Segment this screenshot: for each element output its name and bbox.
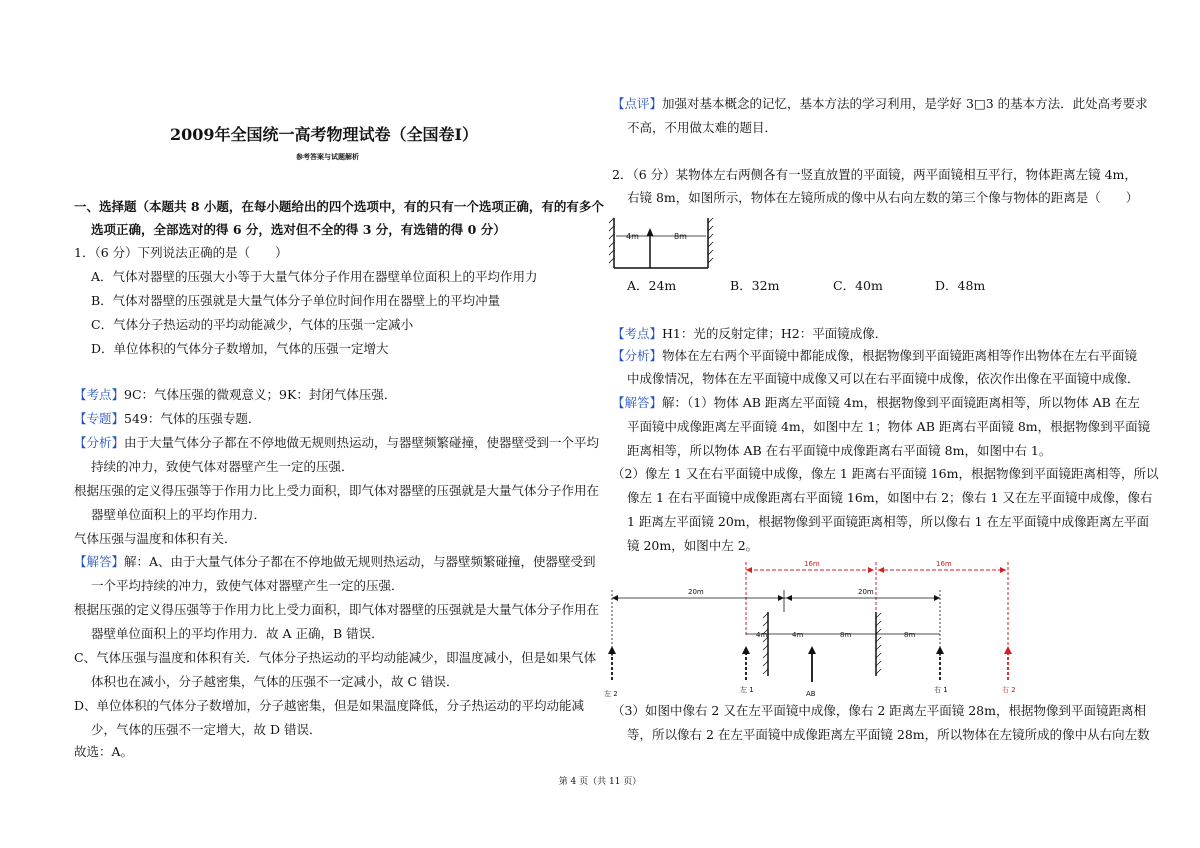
- jieda-line: 器壁单位面积上的平均作用力．故 A 正确，B 错误．: [91, 626, 384, 641]
- q1-option-a: A．气体对器壁的压强大小等于大量气体分子作用在器壁单位面积上的平均作用力: [91, 269, 538, 284]
- arrow-head: [746, 567, 752, 573]
- kaodian-text: H1：光的反射定律；H2：平面镜成像．: [662, 326, 888, 341]
- jieda-line: 镜 20m，如图中左 2。: [627, 538, 759, 553]
- fig1-label-8m: 8m: [674, 232, 687, 241]
- q2-option-a: A．24m: [627, 278, 677, 293]
- fig2-label-you1: 右 1: [934, 686, 948, 694]
- arrow-head: [778, 595, 784, 601]
- q1-option-b: B．气体对器壁的压强就是大量气体分子单位时间作用在器壁上的平均冲量: [91, 293, 501, 308]
- jieda-tag: 【解答】: [74, 554, 125, 569]
- arrow-head: [878, 567, 884, 573]
- fenxi-text: 物体在左右两个平面镜中都能成像，根据物像到平面镜距离相等作出物体在左右平面镜: [662, 348, 1138, 363]
- fig2-label-16m-a: 16m: [804, 560, 820, 568]
- fenxi-tag: 【分析】: [74, 435, 125, 450]
- zhuanti-text: 549：气体的压强专题．: [124, 411, 261, 426]
- fig2-label-ab: AB: [806, 690, 816, 698]
- jieda-line: 像左 1 在右平面镜中成像距离右平面镜 16m，如图中右 2；像右 1 又在左平面镜中成像，像右: [627, 490, 1153, 505]
- q1-jieda: [74, 554, 596, 570]
- kaodian-tag: 【考点】: [612, 326, 663, 341]
- section-heading: 一、选择题（本题共 8 小题，在每小题给出的四个选项中，有的只有一个选项正确，有的有多个: [74, 199, 604, 214]
- page-footer: 第 4 页（共 11 页）: [558, 777, 642, 787]
- q2-figure-images: [600, 556, 1040, 702]
- arrow-head: [868, 567, 874, 573]
- q2-option-b: B．32m: [730, 278, 780, 293]
- jieda-line: 少，气体的压强不一定增大，故 D 错误．: [91, 722, 322, 737]
- jieda-line: D、单位体积的气体分子数增加，分子越密集，但是如果温度降低，分子热运动的平均动能减: [74, 698, 585, 713]
- q2-option-c: C．40m: [833, 278, 883, 293]
- fig2-label-you2: 右 2: [1002, 686, 1016, 694]
- q2-kaodian: [612, 326, 887, 342]
- arrow-head: [1004, 646, 1012, 654]
- dianping-tag: 【点评】: [612, 96, 663, 111]
- jieda-text: 解：（1）物体 AB 距离左平面镜 4m，根据物像到平面镜距离相等，所以物体 AB 在左: [662, 395, 1140, 410]
- mirror-hatching: [763, 613, 881, 674]
- fenxi-line: 中成像情况，物体在左平面镜中成像又可以在右平面镜中成像，依次作出像在平面镜中成像．: [627, 371, 1140, 386]
- q1-option-c: C．气体分子热运动的平均动能减少，气体的压强一定减小: [91, 317, 414, 332]
- fig2-label-1m: 4m: [792, 631, 804, 639]
- arrow-head: [934, 595, 940, 601]
- q1-fenxi: [74, 435, 599, 451]
- arrow-head: [742, 646, 750, 654]
- fenxi-tag: 【分析】: [612, 348, 663, 363]
- jieda-line: 1 距离左平面镜 20m，根据物像到平面镜距离相等，所以像右 1 在左平面镜中成像距离左平面: [627, 514, 1150, 529]
- jieda-line: 根据压强的定义得压强等于作用力比上受力面积，即气体对器壁的压强就是大量气体分子作用在: [74, 602, 600, 617]
- fenxi-text: 由于大量气体分子都在不停地做无规则热运动，与器壁频繁碰撞，使器壁受到一个平均: [124, 435, 600, 450]
- zhuanti-tag: 【专题】: [74, 411, 125, 426]
- dianping-text: 加强对基本概念的记忆，基本方法的学习利用，是学好 3□3 的基本方法．此处高考要求: [662, 96, 1148, 111]
- q1-dianping: [612, 96, 1148, 112]
- jieda-line: 等，所以像右 2 在左平面镜中成像距离左平面镜 28m，所以物体在左镜所成的像中从右向左数: [627, 727, 1150, 742]
- jieda-line: （2）像左 1 又在右平面镜中成像，像左 1 距离右平面镜 16m，根据物像到平面镜距离相等，所以: [612, 466, 1159, 481]
- q2-figure-mirrors: [608, 212, 714, 272]
- kaodian-tag: 【考点】: [74, 387, 125, 402]
- arrow-head: [808, 646, 816, 654]
- arrow-head: [936, 646, 944, 654]
- fenxi-line: 根据压强的定义得压强等于作用力比上受力面积，即气体对器壁的压强就是大量气体分子作用在: [74, 483, 600, 498]
- fig2-label-8m-b: 8m: [904, 631, 916, 639]
- fenxi-line: 持续的冲力，致使气体对器壁产生一定的压强．: [91, 459, 354, 474]
- arrow-head: [612, 595, 618, 601]
- arrow-head: [608, 646, 616, 654]
- q1-stem: 1．（6 分）下列说法正确的是（ ）: [74, 245, 288, 260]
- jieda-text: 解：A、由于大量气体分子都在不停地做无规则热运动，与器壁频繁碰撞，使器壁受到: [124, 554, 596, 569]
- q2-jieda: [612, 395, 1140, 411]
- q2-fenxi: [612, 348, 1137, 364]
- jieda-tag: 【解答】: [612, 395, 663, 410]
- jieda-line: （3）如图中像右 2 又在左平面镜中成像，像右 2 距离左平面镜 28m，根据物像到平面镜距离相: [612, 703, 1146, 718]
- jieda-line: 距离相等，所以物体 AB 在右平面镜中成像距离右平面镜 8m，如图中右 1。: [627, 443, 1052, 458]
- fig2-label-16m-b: 16m: [936, 560, 952, 568]
- fenxi-line: 器壁单位面积上的平均作用力．: [91, 507, 267, 522]
- kaodian-text: 9C：气体压强的微观意义；9K：封闭气体压强．: [124, 387, 397, 402]
- object-arrow-head: [647, 229, 653, 236]
- section-heading-cont: 选项正确，全部选对的得 6 分，选对但不全的得 3 分，有选错的得 0 分）: [91, 222, 506, 237]
- page-subtitle: 参考答案与试题解析: [296, 152, 359, 161]
- page-title: 2009年全国统一高考物理试卷（全国卷I）: [170, 125, 479, 144]
- answer-choice: 故选：A。: [74, 744, 134, 759]
- fig2-label-4m: 4m: [756, 631, 768, 639]
- dianping-line: 不高，不用做太难的题目．: [627, 120, 778, 135]
- fig2-label-20m-a: 20m: [688, 588, 704, 596]
- fig1-label-4m: 4m: [626, 232, 639, 241]
- q1-kaodian: [74, 387, 396, 403]
- fig2-label-8m-a: 8m: [840, 631, 852, 639]
- arrow-head: [1000, 567, 1006, 573]
- q1-option-d: D．单位体积的气体分子数增加，气体的压强一定增大: [91, 341, 389, 356]
- q2-stem: 2．（6 分）某物体左右两侧各有一竖直放置的平面镜，两平面镜相互平行，物体距离左镜 4m，: [612, 167, 1137, 182]
- jieda-line: 一个平均持续的冲力，致使气体对器壁产生一定的压强．: [91, 578, 404, 593]
- fig2-label-zuo1: 左 1: [740, 686, 754, 694]
- q2-stem-cont: 右镜 8m，如图所示，物体在左镜所成的像中从右向左数的第三个像与物体的距离是（ ）: [627, 190, 1139, 205]
- arrow-head: [786, 595, 792, 601]
- fenxi-line: 气体压强与温度和体积有关．: [74, 531, 237, 546]
- fig2-label-zuo2: 左 2: [604, 690, 618, 698]
- q2-option-d: D．48m: [935, 278, 986, 293]
- q1-zhuanti: [74, 411, 260, 427]
- jieda-line: 体积也在减小，分子越密集，气体的压强不一定减小，故 C 错误．: [91, 674, 459, 689]
- jieda-line: 平面镜中成像距离左平面镜 4m，如图中左 1；物体 AB 距离右平面镜 8m，根据物像到平面镜: [627, 419, 1151, 434]
- fig2-label-20m-b: 20m: [858, 588, 874, 596]
- jieda-line: C、气体压强与温度和体积有关．气体分子热运动的平均动能减少，即温度减小，但是如果气体: [74, 650, 597, 665]
